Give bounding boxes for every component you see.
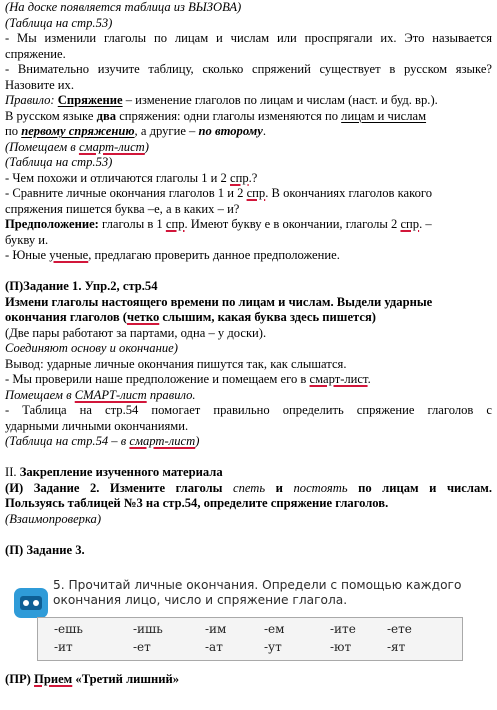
text-line: - Юные ученые, предлагаю проверить данное предположение. bbox=[5, 248, 340, 262]
ending-cell: -ят bbox=[387, 640, 406, 654]
board-note: (На доске появляется таблица из ВЫЗОВА) bbox=[5, 0, 242, 14]
hypothesis-line: Предположение: глаголы в 1 спр. Имеют букву е в окончании, глаголы 2 спр. – bbox=[5, 217, 432, 231]
text-line: - Таблица на стр.54 помогает правильно определить спряжение глаголов с bbox=[5, 403, 492, 417]
rule-text: – изменение глаголов по лицам и числам (наст. и буд. вр.). bbox=[122, 93, 438, 107]
table-ref: (Таблица на стр.54 – в смарт-лист) bbox=[5, 434, 200, 448]
ending-cell: -ите bbox=[330, 622, 356, 636]
question-line: - Внимательно изучите таблицу, сколько спряжений существует в русском языке? bbox=[5, 62, 492, 76]
smart-list-note: Помещаем в СМАРТ-лист правило. bbox=[5, 387, 196, 402]
text-line: (Две пары работают за партами, одна – у доски). bbox=[5, 325, 267, 340]
ending-cell: -ишь bbox=[133, 622, 163, 636]
rule-line: по первому спряжению, а другие – по второму. bbox=[5, 124, 267, 138]
table-ref: (Таблица на стр.53) bbox=[5, 15, 113, 30]
task2-heading: (И) Задание 2. Измените глаголы спеть и постоять по лицам и числам. bbox=[5, 480, 492, 495]
exercise-task: 5. Прочитай личные окончания. Определи с помощью каждого окончания лицо, число и спряжение глагола. bbox=[53, 578, 462, 607]
speech-bubbles-icon bbox=[14, 588, 48, 618]
lesson-document bbox=[5, 0, 492, 688]
task3-heading: (П) Задание 3. bbox=[5, 542, 85, 557]
text-line: букву и. bbox=[5, 232, 49, 247]
ending-cell: -ит bbox=[54, 640, 73, 654]
technique-heading: (ПР) Прием «Третий лишний» bbox=[5, 672, 180, 686]
task1-heading: (П)Задание 1. Упр.2, стр.54 bbox=[5, 279, 158, 293]
ending-cell: -ешь bbox=[54, 622, 83, 636]
rule-line: В русском языке два спряжения: одни глаголы изменяются по лицам и числам bbox=[5, 108, 427, 123]
ending-cell: -ет bbox=[133, 640, 151, 654]
text-line: ударными личными окончаниями. bbox=[5, 418, 189, 433]
endings-table bbox=[37, 617, 463, 661]
term-conjugation: Спряжение bbox=[57, 93, 123, 107]
text-line: спряжение. bbox=[5, 46, 66, 61]
ending-cell: -им bbox=[205, 622, 227, 636]
rule-label: Правило: bbox=[5, 93, 55, 107]
text-line: спряжения пишется буква –е, а в каких – и? bbox=[5, 201, 240, 216]
text-line: - Мы проверили наше предположение и помещаем его в смарт-лист. bbox=[5, 372, 371, 386]
conclusion-line: Вывод: ударные личные окончания пишутся так, как слышатся. bbox=[5, 356, 347, 371]
peer-check-note: (Взаимопроверка) bbox=[5, 511, 102, 526]
smart-list-note: (Помещаем в смарт-лист) bbox=[5, 139, 149, 154]
ending-cell: -ут bbox=[264, 640, 282, 654]
exercise-card bbox=[5, 572, 492, 672]
question-line: - Сравните личные окончания глаголов 1 и 2 спр. В окончаниях глаголов какого bbox=[5, 186, 433, 200]
text-line: Соединяют основу и окончание) bbox=[5, 341, 178, 355]
ending-cell: -ат bbox=[205, 640, 223, 654]
ending-cell: -ют bbox=[330, 640, 352, 654]
task1-instruction: окончания глаголов (четко слышим, какая буква здесь пишется) bbox=[5, 310, 376, 324]
task2-instruction: Пользуясь таблицей №3 на стр.54, определите спряжение глаголов. bbox=[5, 496, 389, 510]
ending-cell: -ем bbox=[264, 622, 285, 636]
endings-row bbox=[38, 640, 462, 658]
task1-instruction: Измени глаголы настоящего времени по лицам и числам. Выдели ударные bbox=[5, 294, 433, 309]
ending-cell: -ете bbox=[387, 622, 412, 636]
endings-row bbox=[38, 622, 462, 640]
question-line: - Чем похожи и отличаются глаголы 1 и 2 спр.? bbox=[5, 170, 258, 185]
table-ref: (Таблица на стр.53) bbox=[5, 155, 113, 169]
text-line: - Мы изменили глаголы по лицам и числам или проспрягали их. Это называется bbox=[5, 31, 492, 45]
section-heading: II. Закрепление изученного материала bbox=[5, 465, 223, 479]
rule-line bbox=[5, 93, 492, 109]
text-line: Назовите их. bbox=[5, 77, 74, 92]
